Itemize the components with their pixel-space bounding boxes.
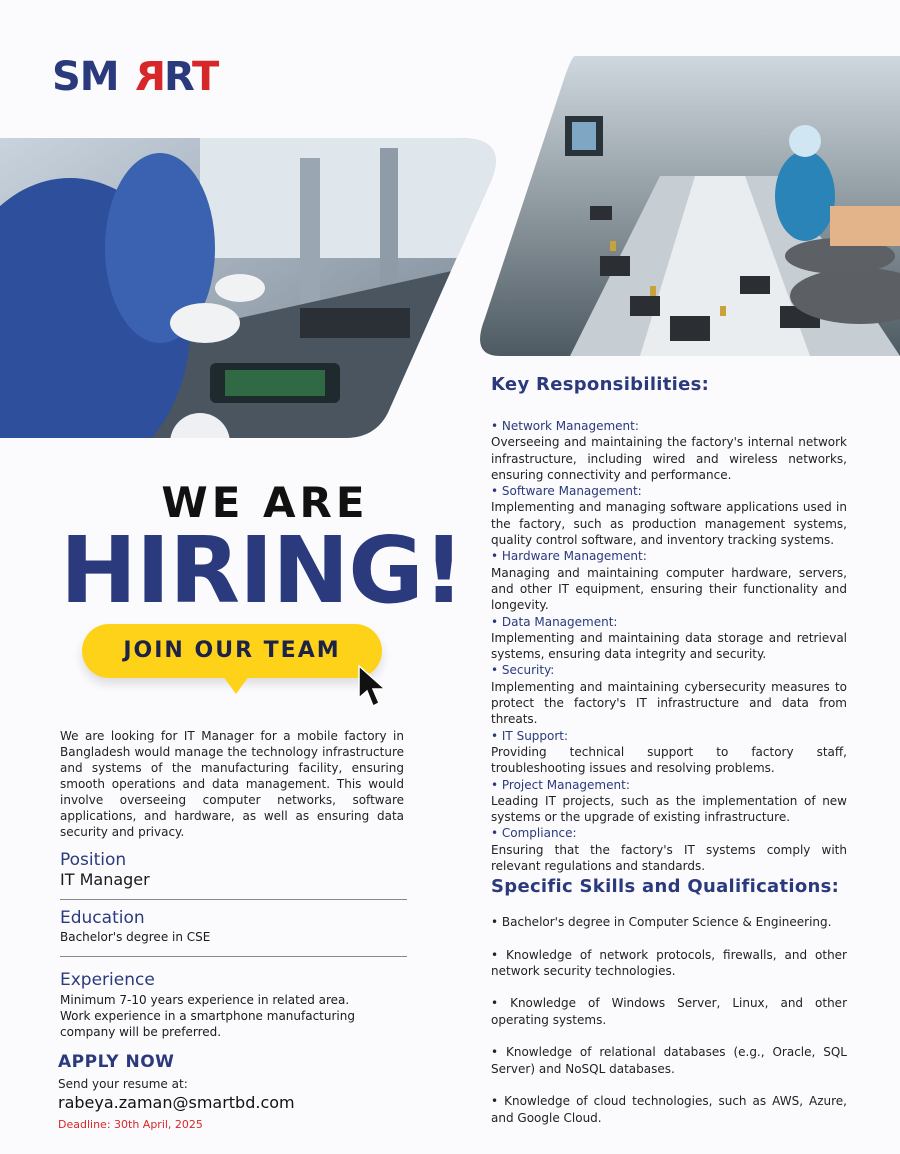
svg-text:R: R (164, 54, 195, 96)
education-label: Education (60, 908, 145, 928)
position-label: Position (60, 850, 127, 870)
responsibility-item (491, 614, 847, 663)
responsibility-title: • IT Support: (491, 728, 569, 743)
responsibility-item (491, 548, 847, 613)
responsibility-title: • Hardware Management: (491, 549, 647, 564)
arrow-cursor-icon (356, 664, 390, 710)
deadline-text: Deadline: 30th April, 2025 (58, 1118, 203, 1131)
hiring-heading: HIRING! (60, 517, 464, 624)
job-intro-text: We are looking for IT Manager for a mobile factory in Bangladesh would manage the technology infrastructure and systems of the manufacturing facility, ensuring smooth operations and data management. This would involve overseeing computer networks, software applications, and hardware, as well as ensuring data security and privacy. (60, 729, 404, 839)
responsibility-title: • Compliance: (491, 826, 577, 841)
education-value: Bachelor's degree in CSE (60, 930, 211, 944)
skills-list (491, 914, 847, 1142)
responsibility-desc: Managing and maintaining computer hardware, servers, and other IT equipment, ensuring their functionality and longevity. (491, 565, 847, 613)
responsibility-desc: Implementing and maintaining data storage and retrieval systems, ensuring data integrity and security. (491, 630, 847, 662)
apply-email-link[interactable]: rabeya.zaman@smartbd.com (58, 1093, 295, 1112)
skills-heading: Specific Skills and Qualifications: (491, 876, 840, 897)
svg-text:SM: SM (52, 54, 119, 96)
svg-text:R: R (136, 54, 166, 96)
responsibility-title: • Security: (491, 663, 555, 678)
responsibility-desc: Ensuring that the factory's IT systems comply with relevant regulations and standards. (491, 842, 847, 874)
responsibility-desc: Providing technical support to factory staff, troubleshooting issues and resolving problems. (491, 744, 847, 776)
responsibility-item (491, 777, 847, 826)
experience-label: Experience (60, 970, 155, 990)
experience-value (60, 992, 370, 1040)
responsibility-item (491, 728, 847, 777)
responsibility-item (491, 483, 847, 548)
skill-item: • Knowledge of network protocols, firewalls, and other network security technologies. (491, 947, 847, 978)
responsibility-title: • Network Management: (491, 419, 639, 433)
send-resume-text: Send your resume at: (58, 1077, 188, 1091)
experience-line: company will be preferred. (60, 1025, 222, 1039)
assembly-line-photo (480, 56, 900, 356)
we-are-heading: WE ARE (161, 478, 369, 527)
responsibility-title: • Project Management: (491, 777, 630, 792)
skill-item: • Knowledge of relational databases (e.g., Oracle, SQL Server) and NoSQL databases. (491, 1045, 847, 1076)
skill-item: • Knowledge of Windows Server, Linux, and other operating systems. (491, 996, 847, 1027)
responsibility-desc: Overseeing and maintaining the factory's internal network infrastructure, including wired and wireless networks, ensuring connectivity and performance. (491, 435, 847, 482)
responsibility-desc: Leading IT projects, such as the implementation of new systems or the upgrade of existing infrastructure. (491, 793, 847, 825)
experience-line: Work experience in a smartphone manufacturing (60, 1009, 355, 1023)
responsibilities-heading: Key Responsibilities: (491, 374, 710, 395)
responsibility-title: • Data Management: (491, 614, 618, 629)
skill-item: • Bachelor's degree in Computer Science & Engineering. (491, 915, 832, 929)
responsibility-desc: Implementing and maintaining cybersecurity measures to protect the factory's IT infrastructure and data from threats. (491, 679, 847, 727)
svg-text:T: T (192, 54, 220, 96)
divider (60, 899, 407, 900)
position-value: IT Manager (60, 870, 150, 889)
smart-logo (52, 54, 222, 96)
responsibility-item (491, 662, 847, 727)
factory-workers-photo (0, 138, 510, 438)
responsibility-item (491, 825, 847, 874)
responsibility-title: • Software Management: (491, 484, 642, 499)
apply-now-heading: APPLY NOW (58, 1052, 175, 1072)
join-our-team-label: JOIN OUR TEAM (123, 638, 341, 663)
responsibility-item (491, 418, 847, 483)
skill-item: • Knowledge of cloud technologies, such as AWS, Azure, and Google Cloud. (491, 1094, 847, 1125)
responsibility-desc: Implementing and managing software applications used in the factory, such as production management systems, quality control software, and inventory tracking systems. (491, 500, 847, 548)
divider (60, 956, 407, 957)
responsibilities-list (491, 418, 847, 874)
speech-bubble-tail (220, 672, 252, 694)
experience-line: Minimum 7-10 years experience in related area. (60, 993, 350, 1007)
